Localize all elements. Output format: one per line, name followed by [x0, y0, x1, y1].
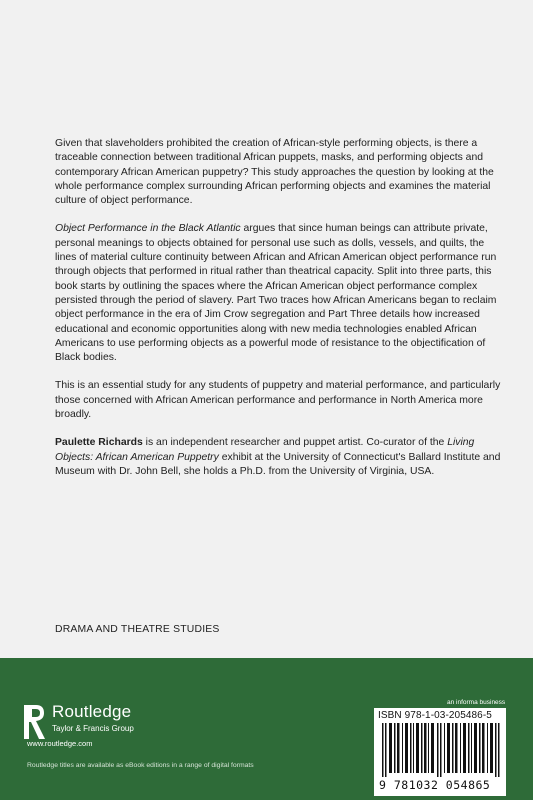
isbn-label: ISBN 978-1-03-205486-5	[378, 710, 492, 721]
ebook-note: Routledge titles are available as eBook editions in a range of digital formats	[27, 762, 254, 769]
back-cover-blurb	[55, 137, 505, 493]
author-bio	[55, 436, 505, 479]
author-bio-text-a: is an independent researcher and puppet artist. Co-curator of the	[142, 437, 448, 449]
blurb-paragraph-2	[55, 222, 505, 365]
author-bio-text-b: exhibit at the University of Connecticut's Ballard Institute and Museum with Dr. John Bell, she holds a Ph.D. from the University of Virginia, USA.	[55, 451, 501, 477]
barcode-digits: 9 781032 054865	[379, 778, 491, 792]
publisher-name: Routledge	[52, 702, 132, 721]
routledge-r-logo-icon	[24, 705, 46, 739]
blurb-paragraph-3: This is an essential study for any students of puppetry and material performance, and particularly those concerned with African American performance and performance in North America more broadly.	[55, 380, 501, 421]
barcode-block	[374, 708, 506, 796]
publisher-group: Taylor & Francis Group	[52, 724, 134, 733]
exhibit-title: Living Objects: African American Puppetry	[55, 437, 475, 463]
blurb-paragraph-1: Given that slaveholders prohibited the creation of African-style performing objects, is there a traceable connection between traditional African puppets, masks, and performing objects and contemporary African American puppetry? This study approaches the question by looking at the whole performance complex surrounding African performing objects and examines the material culture of object performance.	[55, 138, 494, 207]
subject-category: DRAMA AND THEATRE STUDIES	[55, 624, 220, 635]
publisher-footer	[0, 658, 533, 800]
blurb-paragraph-2-text: argues that since human beings can attribute private, personal meanings to objects obtained for personal use such as dolls, vessels, and quilts, the lines of material culture continuity between African and African American object performance run through objects that performed in ritual rather than theatrical capacity. Split into three parts, this book starts by outlining the spaces where the African American object performance complex persisted through the period of slavery. Part Two traces how African Americans began to reclaim object performance in the era of Jim Crow segregation and Part Three details how increased educational and economic opportunities along with new media technologies enabled African Americans to use performing objects as a powerful mode of resistance to the objectification of Black bodies.	[55, 223, 497, 364]
barcode-icon	[382, 723, 500, 777]
author-name: Paulette Richards	[55, 437, 143, 449]
book-title: Object Performance in the Black Atlantic	[55, 223, 241, 235]
publisher-url[interactable]: www.routledge.com	[27, 739, 93, 748]
informa-tagline: an informa business	[447, 699, 506, 706]
